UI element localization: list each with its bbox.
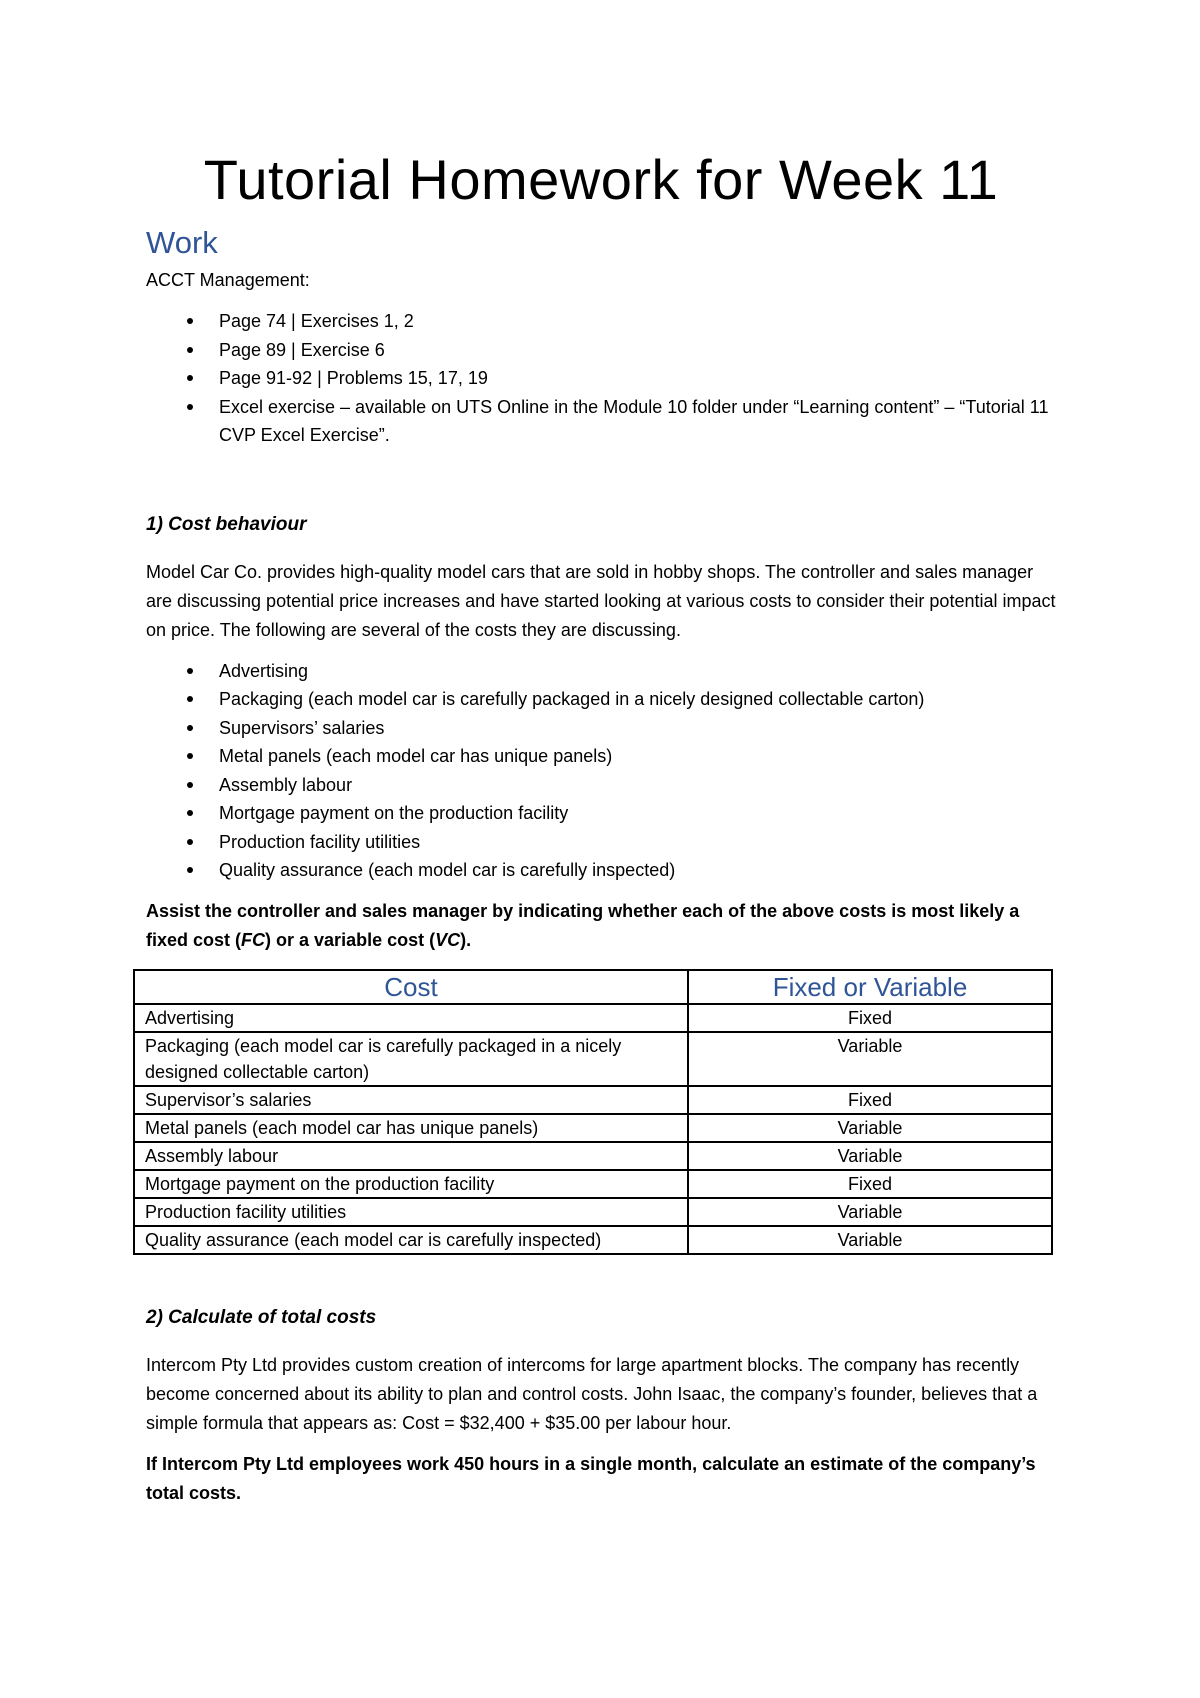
list-item: Excel exercise – available on UTS Online in the Module 10 folder under “Learning content” – “Tutorial 11 CVP Excel Exercise”. — [219, 393, 1056, 450]
table-cell-type: Variable — [688, 1032, 1052, 1086]
list-item: Page 91-92 | Problems 15, 17, 19 — [219, 364, 1056, 393]
list-item: Advertising — [219, 657, 1056, 686]
table-header-row — [134, 970, 1052, 1004]
section2-heading: 2) Calculate of total costs — [146, 1306, 377, 1328]
list-item: Packaging (each model car is carefully packaged in a nicely designed collectable carton) — [219, 685, 1056, 714]
question-text: Assist the controller and sales manager by indicating whether each of the above costs is most likely a fixed cost ( — [146, 900, 1020, 950]
table-cell-cost: Metal panels (each model car has unique panels) — [134, 1114, 688, 1142]
work-intro: ACCT Management: — [146, 270, 310, 290]
table-header-type: Fixed or Variable — [688, 970, 1052, 1004]
table-cell-type: Fixed — [688, 1086, 1052, 1114]
question-vc: VC — [435, 929, 461, 950]
list-item: Quality assurance (each model car is carefully inspected) — [219, 856, 1056, 885]
table-cell-cost: Assembly labour — [134, 1142, 688, 1170]
list-item: Metal panels (each model car has unique panels) — [219, 742, 1056, 771]
table-cell-cost: Supervisor’s salaries — [134, 1086, 688, 1114]
table-cell-cost: Advertising — [134, 1004, 688, 1032]
table-row — [134, 1086, 1052, 1114]
table-cell-type: Variable — [688, 1142, 1052, 1170]
table-cell-type: Variable — [688, 1226, 1052, 1254]
cost-table — [133, 969, 1053, 1255]
list-item: Page 74 | Exercises 1, 2 — [219, 307, 1056, 336]
table-row — [134, 1198, 1052, 1226]
table-row — [134, 1142, 1052, 1170]
list-item: Supervisors’ salaries — [219, 714, 1056, 743]
section2-paragraph: Intercom Pty Ltd provides custom creation of intercoms for large apartment blocks. The company has recently become concerned about its ability to plan and control costs. John Isaac, the company’s founder, believes that a simple formula that appears as: Cost = $32,400 + $35.00 per labour hour. — [146, 1354, 1038, 1433]
section1-heading: 1) Cost behaviour — [146, 513, 307, 535]
section1-paragraph: Model Car Co. provides high-quality model cars that are sold in hobby shops. The controller and sales manager are discussing potential price increases and have started looking at various costs to consider their potential impact on price. The following are several of the costs they are discussing. — [146, 561, 1056, 640]
table-row — [134, 1114, 1052, 1142]
table-header-cost: Cost — [134, 970, 688, 1004]
table-row — [134, 1032, 1052, 1086]
section2-question: If Intercom Pty Ltd employees work 450 hours in a single month, calculate an estimate of the company’s total costs. — [146, 1453, 1036, 1503]
section1-question — [146, 897, 1056, 955]
table-cell-type: Variable — [688, 1198, 1052, 1226]
table-row — [134, 1226, 1052, 1254]
list-item: Page 89 | Exercise 6 — [219, 336, 1056, 365]
list-item: Mortgage payment on the production facility — [219, 799, 1056, 828]
work-heading: Work — [146, 225, 218, 260]
question-text: ). — [460, 929, 472, 950]
question-text: ) or a variable cost ( — [265, 929, 436, 950]
table-cell-type: Fixed — [688, 1004, 1052, 1032]
table-cell-cost: Packaging (each model car is carefully packaged in a nicely designed collectable carton) — [134, 1032, 688, 1086]
list-item: Production facility utilities — [219, 828, 1056, 857]
table-row — [134, 1170, 1052, 1198]
list-item: Assembly labour — [219, 771, 1056, 800]
table-cell-cost: Mortgage payment on the production facility — [134, 1170, 688, 1198]
table-cell-type: Fixed — [688, 1170, 1052, 1198]
table-cell-cost: Quality assurance (each model car is carefully inspected) — [134, 1226, 688, 1254]
table-cell-cost: Production facility utilities — [134, 1198, 688, 1226]
table-cell-type: Variable — [688, 1114, 1052, 1142]
work-list — [146, 307, 1056, 450]
cost-list — [146, 657, 1056, 885]
table-row — [134, 1004, 1052, 1032]
question-fc: FC — [241, 929, 266, 950]
document-title: Tutorial Homework for Week 11 — [203, 148, 999, 211]
